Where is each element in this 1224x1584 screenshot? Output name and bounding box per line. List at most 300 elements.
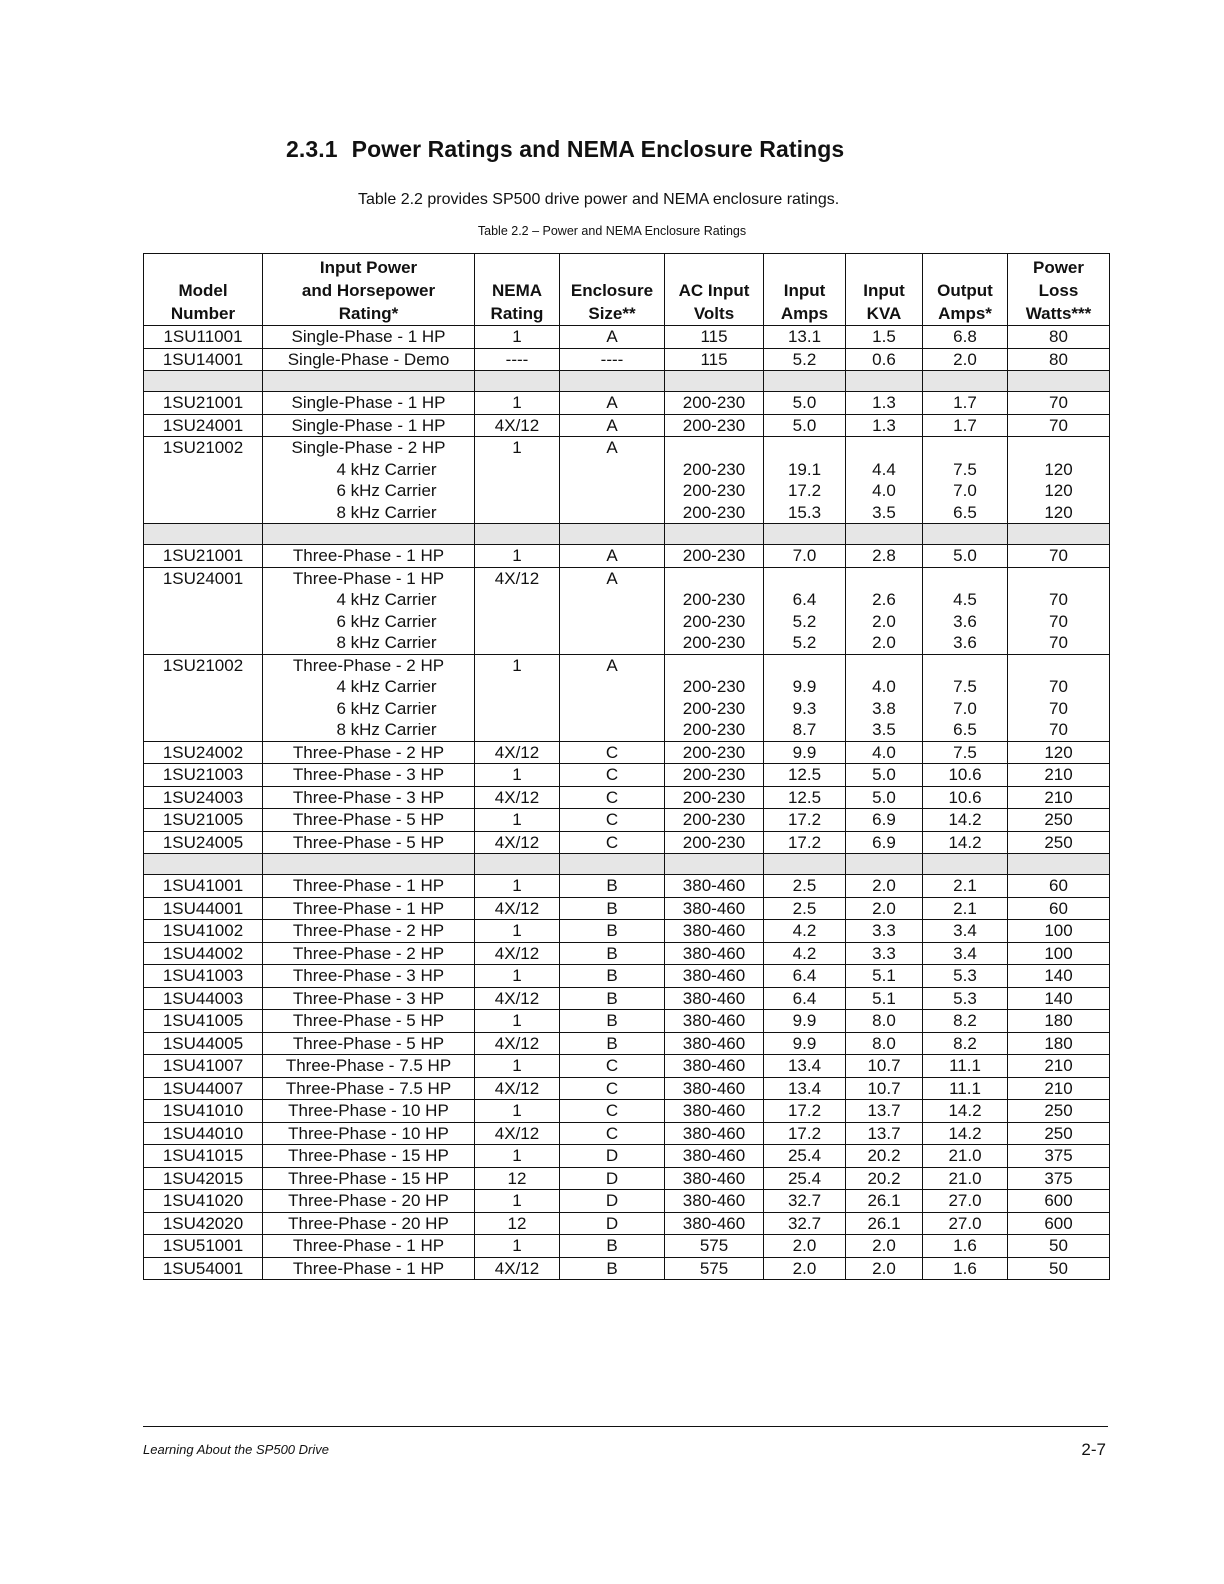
power-loss-cell [1008, 897, 1110, 920]
input-kva-cell-line [849, 437, 919, 459]
input-amps-cell-line: 25.4 [787, 1168, 822, 1188]
model-number-cell: 1SU21003 [144, 764, 263, 787]
output-amps-cell-line: 5.3 [953, 988, 977, 1008]
output-amps-cell-line: 6.5 [953, 502, 977, 522]
table-row [144, 1145, 1110, 1168]
input-amps-cell [764, 1235, 846, 1258]
power-loss-cell-line: 210 [1044, 765, 1073, 784]
output-amps-cell [923, 1100, 1008, 1123]
model-number-cell: 1SU24005 [144, 831, 263, 854]
enclosure-size-cell: C [560, 809, 665, 832]
table-row [144, 809, 1110, 832]
output-amps-cell [923, 326, 1008, 349]
nema-rating-cell: 12 [475, 1167, 560, 1190]
model-number-cell: 1SU44010 [144, 1122, 263, 1145]
spacer-cell [923, 524, 1008, 545]
input-amps-cell-line: 25.4 [787, 1146, 822, 1165]
ac-input-volts-cell [665, 654, 764, 741]
header-input-kva [846, 254, 923, 326]
ac-input-volts-cell-line: 200-230 [682, 459, 746, 479]
nema-rating-cell: 4X/12 [475, 741, 560, 764]
ac-input-volts-cell [665, 920, 764, 943]
output-amps-cell-line: 3.4 [953, 943, 977, 963]
enclosure-size-cell: C [560, 1100, 665, 1123]
ac-input-volts-cell [665, 1032, 764, 1055]
input-amps-cell-line: 8.7 [792, 720, 817, 739]
power-loss-cell-line: 140 [1044, 988, 1073, 1008]
model-number-cell: 1SU44007 [144, 1077, 263, 1100]
input-power-cell-line: Three-Phase - 1 HP [292, 1258, 445, 1278]
input-power-cell-line: Single-Phase - 1 HP [291, 415, 446, 435]
nema-rating-cell: 4X/12 [475, 1032, 560, 1055]
output-amps-cell [923, 437, 1008, 524]
model-number-cell: 1SU44002 [144, 942, 263, 965]
input-kva-cell-line: 8.0 [872, 1033, 896, 1053]
header-power-loss [1008, 254, 1110, 326]
table-body [144, 326, 1110, 1280]
power-loss-cell-line [1011, 655, 1106, 677]
ac-input-volts-cell [665, 764, 764, 787]
output-amps-cell [923, 942, 1008, 965]
power-loss-cell [1008, 741, 1110, 764]
input-power-cell-line: Three-Phase - 20 HP [288, 1213, 449, 1233]
header-line: Output [937, 281, 993, 300]
output-amps-cell [923, 1212, 1008, 1235]
output-amps-cell [923, 920, 1008, 943]
power-loss-cell [1008, 545, 1110, 568]
input-kva-cell-line [849, 655, 919, 677]
spacer-cell [560, 524, 665, 545]
spacer-row [144, 524, 1110, 545]
model-number-cell: 1SU41003 [144, 965, 263, 988]
nema-rating-cell: 1 [475, 1055, 560, 1078]
model-number-cell: 1SU41005 [144, 1010, 263, 1033]
output-amps-cell-line: 11.1 [949, 1078, 981, 1098]
power-loss-cell [1008, 392, 1110, 415]
input-power-cell-line: Three-Phase - 5 HP [292, 810, 445, 829]
enclosure-size-cell: A [560, 567, 665, 654]
input-amps-cell-line: 2.5 [792, 898, 817, 918]
input-kva-cell-line: 20.2 [867, 1146, 901, 1165]
ac-input-volts-cell [665, 326, 764, 349]
power-loss-cell-line: 70 [1049, 546, 1068, 565]
model-number-cell: 1SU41020 [144, 1190, 263, 1213]
table-caption: Table 2.2 – Power and NEMA Enclosure Ratings [477, 224, 747, 238]
output-amps-cell-line: 11.1 [949, 1056, 981, 1075]
input-kva-cell [846, 741, 923, 764]
power-loss-cell-line: 50 [1049, 1236, 1068, 1255]
ac-input-volts-cell-line: 200-230 [682, 590, 746, 609]
power-loss-cell-line: 210 [1044, 1078, 1073, 1098]
header-input-power [263, 254, 475, 326]
nema-rating-cell: 1 [475, 326, 560, 349]
header-line: Model [178, 281, 228, 300]
input-power-cell-line: Three-Phase - 15 HP [288, 1146, 449, 1165]
input-kva-cell [846, 392, 923, 415]
input-power-cell [263, 987, 475, 1010]
spacer-cell [1008, 854, 1110, 875]
ac-input-volts-cell [665, 1212, 764, 1235]
input-power-cell-line: Three-Phase - 2 HP [292, 655, 445, 675]
ac-input-volts-cell-line: 380-460 [682, 1101, 746, 1120]
output-amps-cell [923, 1145, 1008, 1168]
model-number-cell: 1SU14001 [144, 348, 263, 371]
ac-input-volts-cell [665, 1235, 764, 1258]
model-number-cell: 1SU41007 [144, 1055, 263, 1078]
power-loss-cell [1008, 764, 1110, 787]
power-loss-cell [1008, 1235, 1110, 1258]
model-number-cell: 1SU21001 [144, 392, 263, 415]
power-loss-cell-line: 120 [1044, 459, 1073, 479]
input-power-cell-line: Three-Phase - 20 HP [288, 1191, 449, 1210]
input-power-cell-line: Three-Phase - 2 HP [292, 921, 445, 940]
ac-input-volts-cell-line: 200-230 [682, 481, 746, 500]
spacer-row [144, 371, 1110, 392]
model-number-cell: 1SU44005 [144, 1032, 263, 1055]
ac-input-volts-cell [665, 1167, 764, 1190]
input-kva-cell [846, 875, 923, 898]
input-kva-cell [846, 545, 923, 568]
nema-rating-cell: 1 [475, 654, 560, 741]
enclosure-size-cell: D [560, 1212, 665, 1235]
input-power-cell [263, 1010, 475, 1033]
power-loss-cell-line: 100 [1044, 943, 1073, 963]
enclosure-size-cell: B [560, 1032, 665, 1055]
ac-input-volts-cell-line: 380-460 [682, 988, 746, 1008]
table-row [144, 1032, 1110, 1055]
spacer-cell [475, 371, 560, 392]
power-loss-cell-line: 60 [1049, 876, 1068, 895]
input-power-cell [263, 1032, 475, 1055]
header-line: KVA [866, 304, 902, 323]
input-amps-cell [764, 920, 846, 943]
enclosure-size-cell: A [560, 437, 665, 524]
input-amps-cell-line: 32.7 [787, 1213, 822, 1233]
ac-input-volts-cell [665, 897, 764, 920]
nema-rating-cell: 1 [475, 1235, 560, 1258]
table-row [144, 1212, 1110, 1235]
spacer-cell [263, 524, 475, 545]
spacer-cell [144, 371, 263, 392]
output-amps-cell-line: 14.2 [948, 832, 982, 852]
nema-rating-cell: 1 [475, 920, 560, 943]
nema-rating-cell: 1 [475, 809, 560, 832]
table-row [144, 1235, 1110, 1258]
nema-rating-cell: 1 [475, 392, 560, 415]
output-amps-cell-line [926, 655, 1004, 677]
output-amps-cell-line: 1.6 [953, 1236, 977, 1255]
spacer-cell [1008, 371, 1110, 392]
enclosure-size-cell: B [560, 875, 665, 898]
input-amps-cell [764, 831, 846, 854]
header-line: Enclosure [570, 281, 654, 300]
spacer-cell [665, 854, 764, 875]
input-power-cell-line: 6 kHz Carrier [336, 611, 437, 631]
ac-input-volts-cell [665, 1190, 764, 1213]
input-power-cell-line: 6 kHz Carrier [336, 698, 437, 718]
input-kva-cell [846, 1190, 923, 1213]
model-number-cell: 1SU41010 [144, 1100, 263, 1123]
spacer-cell [263, 854, 475, 875]
table-row [144, 567, 1110, 654]
output-amps-cell-line: 2.1 [953, 898, 977, 918]
power-loss-cell [1008, 1257, 1110, 1280]
spacer-cell [923, 371, 1008, 392]
header-line: Input [783, 281, 826, 300]
input-amps-cell [764, 786, 846, 809]
power-loss-cell [1008, 965, 1110, 988]
input-amps-cell [764, 326, 846, 349]
output-amps-cell-line: 6.8 [953, 327, 977, 346]
input-power-cell [263, 1145, 475, 1168]
model-number-cell: 1SU44003 [144, 987, 263, 1010]
model-number-cell: 1SU54001 [144, 1257, 263, 1280]
ac-input-volts-cell-line: 380-460 [682, 921, 746, 940]
section-title [286, 136, 844, 163]
power-loss-cell [1008, 1122, 1110, 1145]
nema-rating-cell: 1 [475, 1100, 560, 1123]
ac-input-volts-cell [665, 1122, 764, 1145]
input-amps-cell [764, 1122, 846, 1145]
header-enclosure-size [560, 254, 665, 326]
input-amps-cell-line: 13.4 [787, 1056, 822, 1075]
output-amps-cell-line: 27.0 [948, 1191, 982, 1210]
output-amps-cell-line [926, 568, 1004, 590]
power-loss-cell-line: 70 [1049, 393, 1068, 412]
input-amps-cell [764, 809, 846, 832]
ac-input-volts-cell [665, 1100, 764, 1123]
output-amps-cell-line [926, 437, 1004, 459]
model-number-cell: 1SU11001 [144, 326, 263, 349]
header-nema-rating [475, 254, 560, 326]
input-kva-cell-line: 3.5 [872, 720, 896, 739]
ac-input-volts-cell [665, 437, 764, 524]
ac-input-volts-cell-line: 115 [700, 349, 728, 369]
input-amps-cell [764, 437, 846, 524]
input-power-cell-line: 8 kHz Carrier [336, 720, 437, 739]
enclosure-size-cell: B [560, 987, 665, 1010]
input-amps-cell-line [767, 655, 842, 677]
input-amps-cell-line: 32.7 [787, 1191, 822, 1210]
model-number-cell: 1SU42015 [144, 1167, 263, 1190]
output-amps-cell-line: 2.1 [953, 876, 977, 895]
ac-input-volts-cell-line: 200-230 [682, 698, 746, 718]
power-loss-cell [1008, 1100, 1110, 1123]
header-line: and Horsepower [301, 281, 436, 300]
header-ac-input-volts [665, 254, 764, 326]
spacer-cell [665, 524, 764, 545]
output-amps-cell [923, 897, 1008, 920]
input-kva-cell [846, 348, 923, 371]
input-power-cell [263, 567, 475, 654]
power-loss-cell-line: 250 [1044, 810, 1073, 829]
model-number-cell: 1SU24002 [144, 741, 263, 764]
model-number-cell: 1SU24001 [144, 414, 263, 437]
output-amps-cell [923, 987, 1008, 1010]
table-row [144, 831, 1110, 854]
input-amps-cell-line: 2.0 [792, 1236, 817, 1255]
nema-rating-cell: 1 [475, 437, 560, 524]
ac-input-volts-cell-line: 200-230 [682, 832, 746, 852]
ac-input-volts-cell [665, 741, 764, 764]
enclosure-size-cell: A [560, 414, 665, 437]
spacer-cell [560, 854, 665, 875]
table-row [144, 1122, 1110, 1145]
input-power-cell [263, 741, 475, 764]
enclosure-size-cell: B [560, 1010, 665, 1033]
input-kva-cell-line: 2.0 [872, 1258, 896, 1278]
input-amps-cell-line: 6.4 [792, 988, 817, 1008]
input-amps-cell-line: 17.2 [787, 1123, 822, 1143]
table-row [144, 920, 1110, 943]
power-loss-cell-line: 120 [1044, 742, 1073, 762]
power-loss-cell-line: 100 [1044, 921, 1073, 940]
input-kva-cell [846, 831, 923, 854]
enclosure-size-cell: B [560, 920, 665, 943]
table-row [144, 392, 1110, 415]
nema-rating-cell: 1 [475, 1010, 560, 1033]
header-line: NEMA [491, 281, 543, 300]
input-amps-cell [764, 942, 846, 965]
output-amps-cell-line: 8.2 [953, 1033, 977, 1053]
power-loss-cell-line: 70 [1049, 415, 1068, 435]
input-amps-cell-line: 19.1 [787, 459, 822, 479]
nema-rating-cell: 1 [475, 764, 560, 787]
input-kva-cell [846, 920, 923, 943]
spacer-cell [764, 524, 846, 545]
input-power-cell-line: 8 kHz Carrier [336, 633, 437, 652]
input-power-cell [263, 392, 475, 415]
input-kva-cell-line: 3.3 [872, 943, 896, 963]
input-amps-cell [764, 348, 846, 371]
output-amps-cell-line: 4.5 [953, 590, 977, 609]
output-amps-cell-line: 14.2 [948, 1101, 982, 1120]
input-kva-cell-line: 20.2 [867, 1168, 901, 1188]
nema-rating-cell: 1 [475, 545, 560, 568]
input-kva-cell-line: 2.6 [872, 590, 896, 609]
enclosure-size-cell: C [560, 764, 665, 787]
input-kva-cell-line: 5.1 [872, 966, 896, 985]
header-line: Watts*** [1025, 304, 1092, 323]
input-power-cell [263, 764, 475, 787]
header-line: Amps* [938, 304, 992, 323]
input-power-cell-line: 8 kHz Carrier [336, 502, 437, 522]
model-number-cell: 1SU41001 [144, 875, 263, 898]
nema-rating-cell: 4X/12 [475, 831, 560, 854]
ac-input-volts-cell-line: 200-230 [682, 720, 746, 739]
input-amps-cell [764, 1190, 846, 1213]
power-loss-cell [1008, 1212, 1110, 1235]
output-amps-cell-line: 3.6 [953, 633, 977, 652]
input-kva-cell [846, 1122, 923, 1145]
spacer-cell [144, 524, 263, 545]
output-amps-cell-line: 7.0 [953, 481, 977, 500]
output-amps-cell-line: 6.5 [953, 720, 977, 739]
input-kva-cell [846, 567, 923, 654]
table-row [144, 764, 1110, 787]
spacer-cell [846, 854, 923, 875]
ac-input-volts-cell-line: 200-230 [682, 677, 746, 696]
input-amps-cell-line: 6.4 [792, 590, 817, 609]
input-kva-cell-line: 1.5 [872, 327, 896, 346]
output-amps-cell [923, 764, 1008, 787]
power-loss-cell-line: 140 [1044, 966, 1073, 985]
table-row [144, 1257, 1110, 1280]
input-kva-cell-line: 2.0 [872, 876, 896, 895]
power-loss-cell [1008, 654, 1110, 741]
input-kva-cell-line: 3.3 [872, 921, 896, 940]
input-kva-cell [846, 809, 923, 832]
header-line: AC Input [678, 281, 750, 300]
output-amps-cell [923, 1167, 1008, 1190]
ac-input-volts-cell [665, 809, 764, 832]
ac-input-volts-cell-line: 380-460 [682, 943, 746, 963]
input-amps-cell [764, 1145, 846, 1168]
page-number: 2-7 [1081, 1440, 1106, 1459]
ac-input-volts-cell-line [668, 655, 760, 677]
output-amps-cell-line: 1.6 [953, 1258, 977, 1278]
input-power-cell [263, 414, 475, 437]
input-amps-cell [764, 1032, 846, 1055]
model-number-cell: 1SU44001 [144, 897, 263, 920]
input-amps-cell [764, 414, 846, 437]
output-amps-cell [923, 1032, 1008, 1055]
output-amps-cell-line: 1.7 [953, 415, 977, 435]
power-loss-cell [1008, 1167, 1110, 1190]
input-kva-cell [846, 1235, 923, 1258]
table-row [144, 326, 1110, 349]
output-amps-cell [923, 1257, 1008, 1280]
input-amps-cell-line: 4.2 [792, 943, 817, 963]
enclosure-size-cell: C [560, 786, 665, 809]
nema-rating-cell: 4X/12 [475, 414, 560, 437]
model-number-cell: 1SU24003 [144, 786, 263, 809]
output-amps-cell-line: 2.0 [953, 349, 977, 369]
input-kva-cell-line: 2.0 [872, 898, 896, 918]
input-amps-cell-line: 9.9 [792, 677, 817, 696]
spacer-row [144, 854, 1110, 875]
header-output-amps [923, 254, 1008, 326]
output-amps-cell-line: 10.6 [948, 787, 982, 807]
output-amps-cell-line: 27.0 [948, 1213, 982, 1233]
input-kva-cell-line: 1.3 [872, 393, 896, 412]
output-amps-cell [923, 875, 1008, 898]
input-amps-cell [764, 1010, 846, 1033]
ac-input-volts-cell-line [668, 568, 760, 590]
power-loss-cell [1008, 567, 1110, 654]
input-power-cell [263, 1122, 475, 1145]
ac-input-volts-cell-line: 575 [699, 1258, 729, 1278]
power-loss-cell-line: 70 [1049, 677, 1068, 696]
input-amps-cell-line: 17.2 [787, 481, 822, 500]
output-amps-cell-line: 21.0 [948, 1168, 982, 1188]
header-model-number [144, 254, 263, 326]
model-number-cell: 1SU21002 [144, 437, 263, 524]
nema-rating-cell: ---- [475, 348, 560, 371]
input-amps-cell-line: 17.2 [787, 810, 822, 829]
table-row [144, 786, 1110, 809]
input-power-cell [263, 1167, 475, 1190]
ac-input-volts-cell-line: 380-460 [682, 898, 746, 918]
table-row [144, 897, 1110, 920]
input-amps-cell-line: 5.2 [792, 349, 817, 369]
table-row [144, 437, 1110, 524]
power-loss-cell-line: 70 [1049, 720, 1068, 739]
ac-input-volts-cell [665, 348, 764, 371]
nema-rating-cell: 1 [475, 1145, 560, 1168]
input-power-cell-line: Three-Phase - 2 HP [292, 742, 445, 762]
input-kva-cell-line: 26.1 [867, 1213, 901, 1233]
